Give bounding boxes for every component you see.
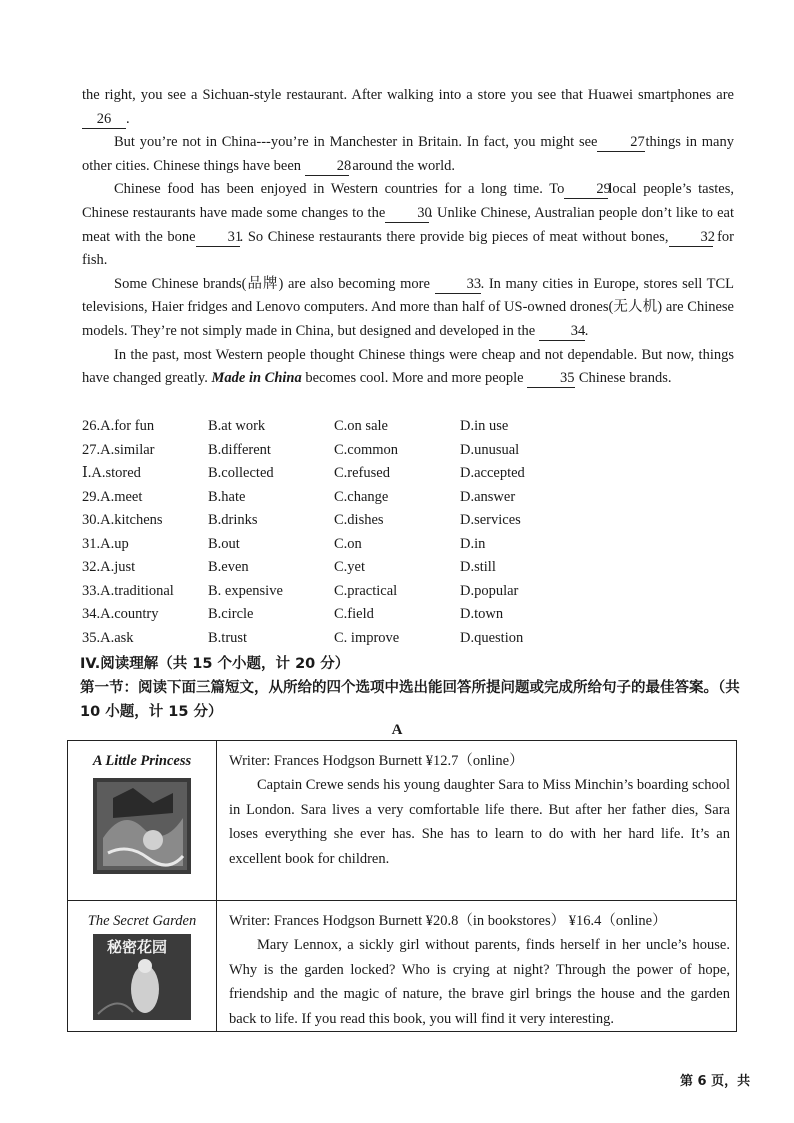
option-b: B.collected [208, 465, 274, 481]
option-a: Ⅰ.A.stored [82, 465, 141, 481]
blank-32: 32 [669, 229, 713, 247]
passage-paragraph-2 [82, 131, 734, 178]
book-info-cell [217, 741, 737, 901]
option-d: D.town [460, 606, 504, 622]
option-d: D.services [460, 512, 521, 528]
book-description: Captain Crewe sends his young daughter Sara to Miss Minchin’s boarding school in London. Sara lives a very comfortable life there. But after her father dies, Sara loses everything she ever has. She has to learn to do with her hard life. It’s an excellent book for children. [229, 777, 730, 867]
book-info-cell [217, 901, 737, 1032]
book-row [68, 901, 737, 1032]
blank-34: 34 [539, 323, 585, 341]
book-table [67, 740, 737, 1032]
passage-paragraph-3 [82, 178, 734, 272]
blank-28: 28 [305, 158, 349, 176]
option-a: 26.A.for fun [82, 418, 155, 434]
blank-26: 26 [82, 111, 126, 129]
option-b: B.hate [208, 488, 246, 505]
option-row-28 [82, 462, 602, 486]
passage-text: But you’re not in China---you’re in Manchester in Britain. In fact, you might see [114, 134, 598, 151]
option-c: C.practical [334, 582, 398, 599]
option-c: C.on [334, 535, 362, 552]
section-title: IV.阅读理解（共 15 个小题，计 20 分） [80, 656, 350, 672]
book-cover-text: 秘密花园 [107, 938, 168, 956]
book-row [68, 741, 737, 901]
passage-text: for fish. [82, 228, 735, 269]
blank-35: 35 [527, 370, 575, 388]
option-a: 32.A.just [82, 559, 136, 575]
page-number: 第 6 页，共 [680, 1074, 751, 1089]
option-b: B. expensive [208, 582, 283, 599]
blank-30: 30 [385, 205, 429, 223]
option-row-26 [82, 415, 602, 439]
option-b: B.circle [208, 606, 254, 622]
option-b: B.trust [208, 629, 248, 646]
option-row-33 [82, 580, 602, 604]
option-row-34 [82, 603, 602, 627]
book-cover-image [93, 934, 191, 1020]
option-c: C.yet [334, 559, 366, 575]
option-d: D.still [460, 559, 496, 575]
option-row-27 [82, 439, 602, 463]
passage-text: . In many cities in Europe, stores sell TCL televisions, Haier fridges and Lenovo computers. And more than half of US-owned drones(无人机) are Chinese models. They’re not simply made in China, but designed and developed in the [82, 275, 735, 339]
option-a: 30.A.kitchens [82, 512, 163, 528]
option-d: D.unusual [460, 441, 520, 458]
option-c: C.field [334, 606, 374, 622]
option-b: B.drinks [208, 512, 258, 528]
passage-paragraph-4 [82, 273, 734, 344]
blank-31: 31 [196, 229, 240, 247]
book-writer-price: Writer: Frances Hodgson Burnett ¥12.7（online） [229, 753, 524, 769]
passage-text: around the world. [352, 157, 455, 174]
option-c: C. improve [334, 629, 400, 646]
option-c: C.change [334, 488, 389, 505]
passage-italic: Made in China [211, 370, 302, 387]
cloze-passage [82, 84, 734, 391]
option-a: 31.A.up [82, 535, 129, 552]
passage-text: Chinese food has been enjoyed in Western countries for a long time. To [114, 181, 565, 198]
option-row-35 [82, 627, 602, 651]
blank-29: 29 [564, 181, 608, 199]
book-cover-cell [68, 901, 217, 1032]
option-row-29 [82, 486, 602, 510]
book-cover-cell [68, 741, 217, 901]
passage-paragraph-1 [82, 84, 734, 131]
section-instruction: 第一节：阅读下面三篇短文，从所给的四个选项中选出能回答所提问题或完成所给句子的最佳答案。（共 10 小题，计 15 分） [80, 680, 740, 720]
option-b: B.at work [208, 418, 266, 434]
option-d: D.accepted [460, 465, 525, 481]
option-b: B.out [208, 535, 240, 552]
book-title: A Little Princess [92, 753, 192, 769]
passage-text: . [584, 322, 589, 339]
passage-text: the right, you see a Sichuan-style restaurant. After walking into a store you see that Huawei smartphones are [82, 87, 734, 103]
passage-paragraph-5 [82, 344, 734, 391]
option-c: C.on sale [334, 418, 388, 434]
book-description: Mary Lennox, a sickly girl without parents, finds herself in her uncle’s house. Why is the garden locked? Who is crying at night? Through the power of hope, friendship and the magic of nature, the brave girl brings the house and the garden back to life. If you read this book, you will find it very interesting. [229, 937, 730, 1027]
passage-text: . Unlike Chinese, Australian people don’t like to eat meat with the bone [82, 204, 735, 245]
option-row-30 [82, 509, 602, 533]
option-d: D.answer [460, 488, 516, 505]
passage-text: Some Chinese brands(品牌) are also becoming more [114, 275, 430, 292]
option-row-31 [82, 533, 602, 557]
answer-options [82, 415, 602, 650]
option-d: D.popular [460, 582, 519, 599]
option-a: 29.A.meet [82, 488, 143, 505]
option-a: 27.A.similar [82, 441, 155, 458]
option-b: B.even [208, 559, 249, 575]
book-cover-image [93, 778, 191, 874]
passage-text: . [126, 110, 130, 127]
option-a: 34.A.country [82, 606, 159, 622]
passage-text: Chinese brands. [578, 370, 672, 387]
option-d: D.in use [460, 418, 509, 434]
option-c: C.dishes [334, 512, 384, 528]
passage-text: becomes cool. More and more people [305, 370, 524, 387]
option-b: B.different [208, 441, 271, 458]
option-c: C.common [334, 441, 399, 458]
book-title: The Secret Garden [87, 913, 197, 929]
option-a: 35.A.ask [82, 629, 134, 646]
option-a: 33.A.traditional [82, 582, 174, 599]
book-writer-price: Writer: Frances Hodgson Burnett ¥20.8（in bookstores） ¥16.4（online） [229, 913, 667, 929]
passage-text: things in many other cities. Chinese things have been [82, 134, 734, 174]
option-c: C.refused [334, 465, 390, 481]
part-label: A [391, 722, 403, 738]
blank-27: 27 [597, 134, 645, 152]
passage-text: local people’s tastes, Chinese restaurants have made some changes to the [82, 181, 734, 221]
option-d: D.in [460, 535, 486, 552]
passage-text: In the past, most Western people thought Chinese things were cheap and not dependable. But now, things have changed greatly. [82, 346, 734, 387]
passage-text: . So Chinese restaurants there provide big pieces of meat without bones, [239, 228, 669, 245]
blank-33: 33 [435, 276, 481, 294]
option-d: D.question [460, 629, 524, 646]
option-row-32 [82, 556, 602, 580]
